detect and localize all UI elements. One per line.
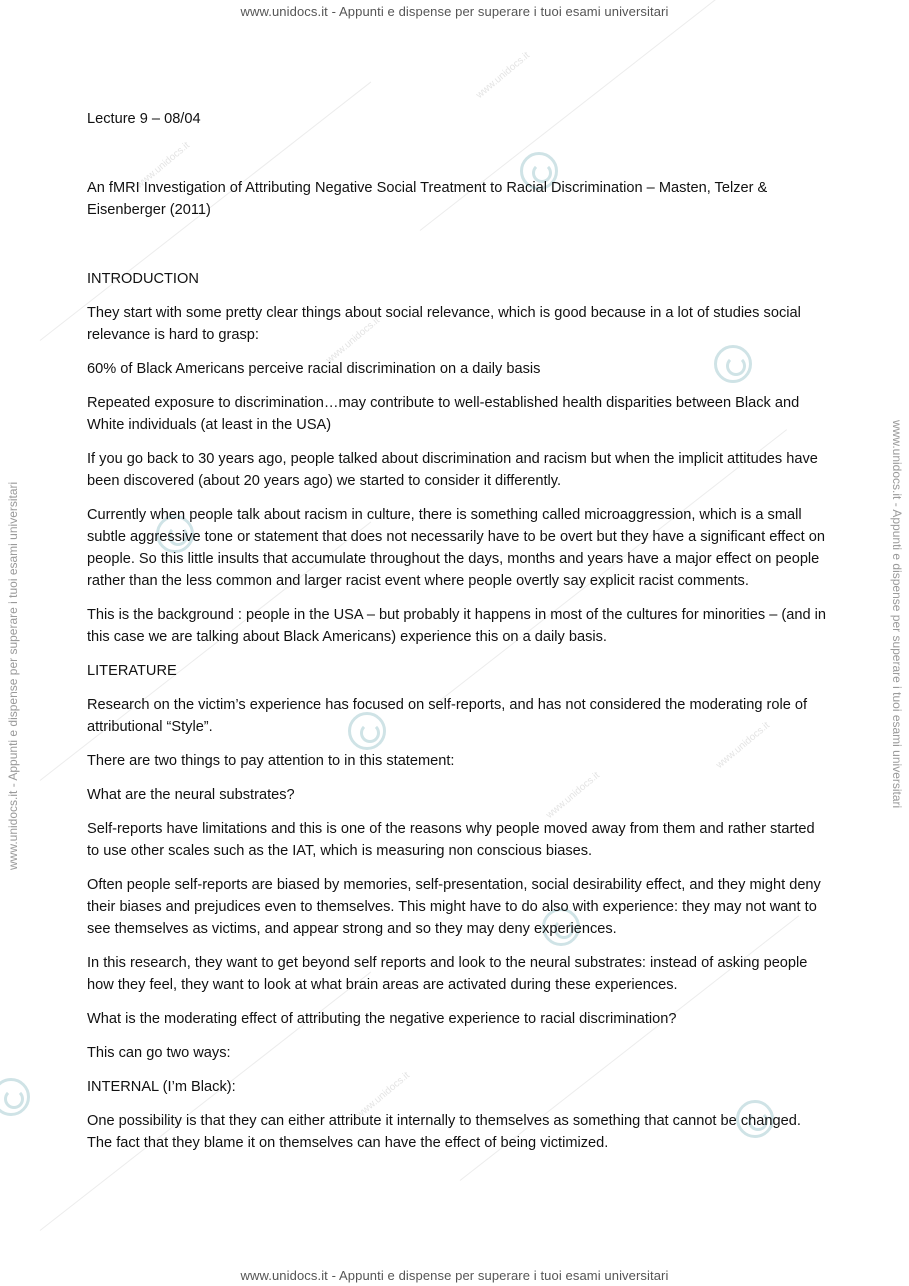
paragraph: They start with some pretty clear things about social relevance, which is good because in a lot of studies social relevance is hard to grasp: xyxy=(87,305,801,343)
watermark-top xyxy=(0,4,909,19)
subheading-internal: INTERNAL (I’m Black): xyxy=(87,1079,236,1095)
paragraph: Repeated exposure to discrimination…may contribute to well-established health disparities between Black and White individuals (at least in the USA) xyxy=(87,395,800,433)
paper-title: An fMRI Investigation of Attributing Negative Social Treatment to Racial Discrimination – Masten, Telzer & Eisenberger (2011) xyxy=(87,180,768,218)
watermark-bottom-text: www.unidocs.it - Appunti e dispense per superare i tuoi esami universitari xyxy=(240,1268,669,1283)
watermark-site: www.unidocs.it xyxy=(324,315,382,366)
paragraph: Often people self-reports are biased by memories, self-presentation, social desirability effect, and they might deny their biases and prejudices even to themselves. This might have to do also with experience: they may not want to see themselves as victims, and appear strong and so they may deny experiences. xyxy=(87,877,821,937)
paragraph: This is the background : people in the USA – but probably it happens in most of the cultures for minorities – (and in this case we are talking about Black Americans) experience this on a daily basis. xyxy=(87,607,827,645)
watermark-site: www.unidocs.it xyxy=(474,50,532,101)
paragraph: This can go two ways: xyxy=(87,1045,231,1061)
paragraph: What is the moderating effect of attributing the negative experience to racial discrimination? xyxy=(87,1011,677,1027)
paragraph: If you go back to 30 years ago, people talked about discrimination and racism but when the implicit attitudes have been discovered (about 20 years ago) we started to consider it differently. xyxy=(87,451,818,489)
watermark-site: www.unidocs.it xyxy=(714,720,772,771)
paragraph: What are the neural substrates? xyxy=(87,787,295,803)
paragraph: One possibility is that they can either attribute it internally to themselves as something that cannot be changed. The fact that they blame it on themselves can have the effect of being victimized. xyxy=(87,1113,801,1151)
lecture-heading: Lecture 9 – 08/04 xyxy=(87,111,201,127)
paragraph: Currently when people talk about racism in culture, there is something called microaggression, which is a small subtle aggressive tone or statement that does not necessarily have to be overt but they have a significant effect on people. So this little insults that accumulate throughout the days, months and years have a major effect on people rather than the less common and larger racist event where people overtly say explicit racist comments. xyxy=(87,507,825,589)
paragraph: Self-reports have limitations and this is one of the reasons why people moved away from them and rather started to use other scales such as the IAT, which is measuring non conscious biases. xyxy=(87,821,815,859)
document-body xyxy=(87,108,827,1166)
section-heading-literature: LITERATURE xyxy=(87,663,177,679)
section-heading-introduction: INTRODUCTION xyxy=(87,271,199,287)
watermark-logo-icon xyxy=(0,1078,30,1116)
paragraph: Research on the victim’s experience has focused on self-reports, and has not considered the moderating role of attributional “Style”. xyxy=(87,697,808,735)
watermark-top-text: www.unidocs.it - Appunti e dispense per superare i tuoi esami universitari xyxy=(240,4,669,19)
paragraph: There are two things to pay attention to in this statement: xyxy=(87,753,455,769)
watermark-site: www.unidocs.it xyxy=(134,140,192,191)
watermark-site: www.unidocs.it xyxy=(544,770,602,821)
paragraph: In this research, they want to get beyond self reports and look to the neural substrates: instead of asking people how they feel, they want to look at what brain areas are activated during these experiences. xyxy=(87,955,808,993)
paragraph: 60% of Black Americans perceive racial discrimination on a daily basis xyxy=(87,361,541,377)
watermark-site: www.unidocs.it xyxy=(354,1070,412,1121)
watermark-left: www.unidocs.it - Appunti e dispense per superare i tuoi esami universitari xyxy=(6,481,20,870)
watermark-right: www.unidocs.it - Appunti e dispense per superare i tuoi esami universitari xyxy=(890,420,904,809)
watermark-bottom xyxy=(0,1268,909,1283)
